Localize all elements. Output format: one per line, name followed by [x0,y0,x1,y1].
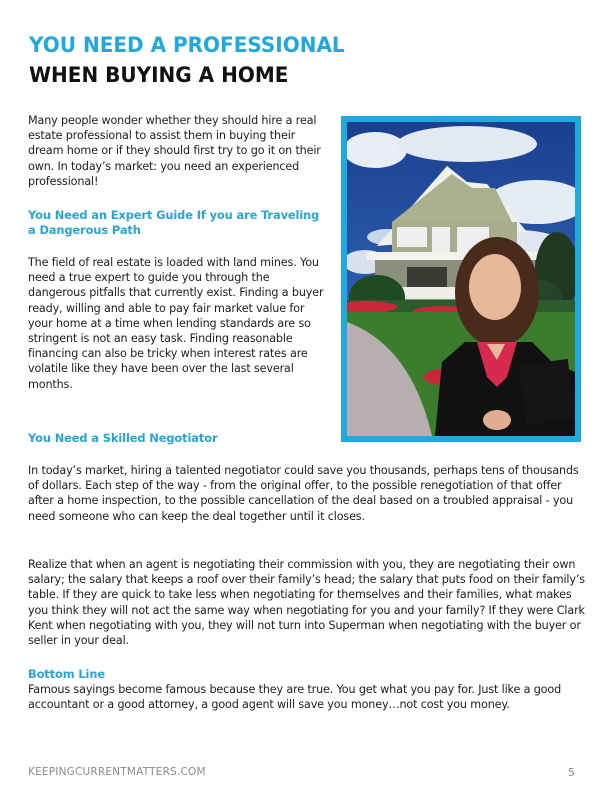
section-heading-expert-guide: You Need an Expert Guide If you are Traveling a Dangerous Path [28,208,320,238]
section-body-bottom-line: Famous sayings become famous because they are true. You get what you pay for. Just like a good accountant or a good attorney, a good agent will save you money…not cost you money. [28,683,562,712]
section-body-negotiator: In today’s market, hiring a talented negotiator could save you thousands, perhaps tens of thousands of dollars. Each step of the way - from the original offer, to the possible renegotiation of that offer after a home inspection, to the possible cancellation of the deal based on a troubled appraisal - you need someone who can keep the deal together until it closes. [28,464,579,523]
section-body-negotiator-2: Realize that when an agent is negotiating their commission with you, they are negotiating their own salary; the salary that keeps a roof over their family’s head; the salary that puts food on their family’s table. If they are quick to take less when negotiating for themselves and their families, what makes you think they will not act the same way when negotiating for you and your family? If they were Clark Kent when negotiating with you, they will not turn into Superman when negotiating with the buyer or seller in your deal. [28,558,585,648]
page-title-line1: YOU NEED A PROFESSIONAL [29,33,345,58]
section-body-expert-guide: The field of real estate is loaded with land mines. You need a true expert to guide you through the dangerous pitfalls that currently exist. Finding a buyer ready, willing and able to pay fair market value for your home at a time when lending standards are so stringent is not an easy task. Finding reasonable financing can also be tricky when interest rates are volatile like they have been over the last several months. [28,256,324,391]
section-heading-negotiator: You Need a Skilled Negotiator [28,431,218,445]
agent-house-photo [347,122,575,436]
page-title-line2: WHEN BUYING A HOME [29,63,289,88]
photo-frame [341,116,581,442]
intro-paragraph: Many people wonder whether they should hire a real estate professional to assist them in buying their dream home or if they should first try to go it on their own. In today’s market: you need an experienced professional! [28,114,321,188]
footer-site-link[interactable]: KEEPINGCURRENTMATTERS.COM [28,766,206,778]
page-number: 5 [568,766,575,779]
section-heading-bottom-line: Bottom Line [28,667,105,681]
